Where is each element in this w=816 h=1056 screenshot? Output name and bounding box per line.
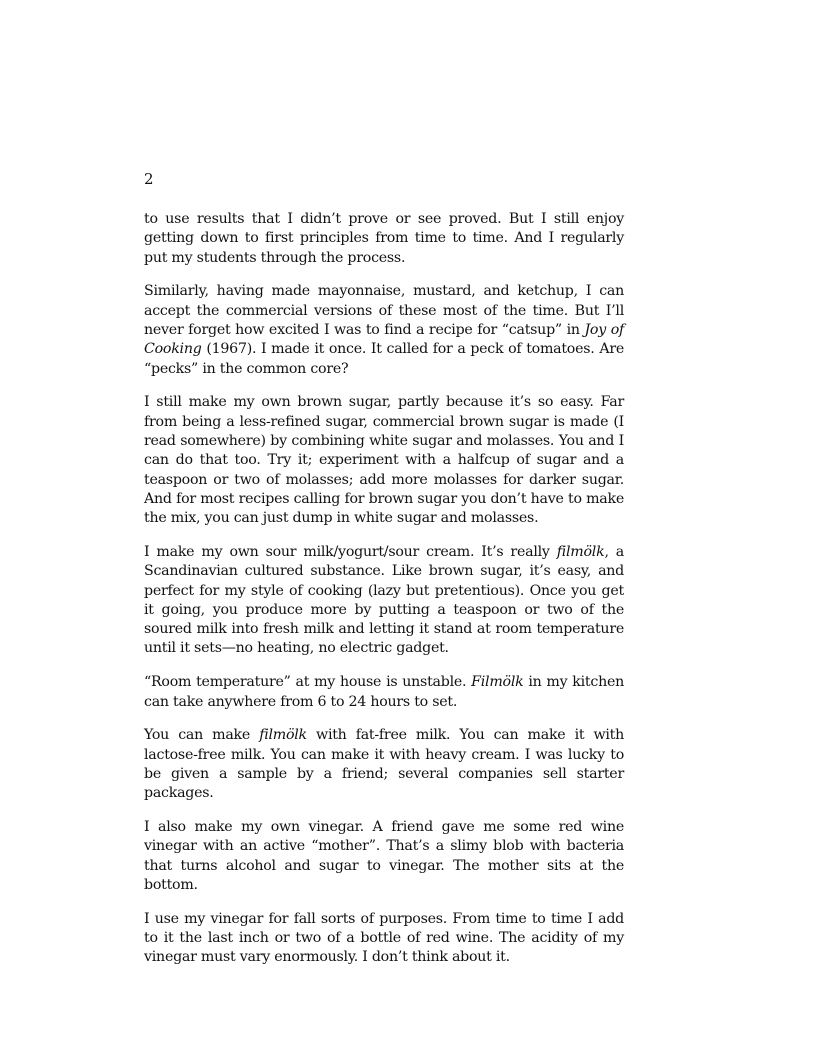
page-number: 2 (144, 170, 154, 188)
italic-text: Joy of Cooking (144, 321, 624, 358)
text-segment: I also make my own vinegar. A friend gave me some red wine vinegar with an active “mother”. That’s a slimy blob with bacteria that turns alcohol and sugar to vinegar. The mother sits at the bottom. (144, 819, 624, 893)
text-segment: in my kitchen can take anywhere from 6 to 24 hours to set. (144, 674, 624, 710)
text-segment: You can make (144, 727, 260, 744)
paragraph (144, 210, 624, 268)
text-segment: with fat-free milk. You can make it with lactose-free milk. You can make it with heavy cream. I was lucky to be given a sample by a friend; several companies sell starter packages. (144, 727, 624, 802)
italic-text: filmölk (556, 543, 605, 560)
text-segment: Similarly, having made mayonnaise, mustard, and ketchup, I can accept the commercial versions of these most of the time. But I’ll never forget how excited I was to find a recipe for “catsup” in (144, 283, 624, 338)
text-segment: I make my own sour milk/yogurt/sour cream. It’s really (144, 543, 557, 560)
paragraph (144, 726, 624, 803)
paragraph (144, 818, 624, 895)
text-segment: (1967). I made it once. It called for a peck of tomatoes. Are “pecks” in the common core? (144, 341, 624, 377)
body-text (144, 210, 624, 982)
paragraph (144, 282, 624, 378)
text-segment: I use my vinegar for fall sorts of purposes. From time to time I add to it the last inch or two of a bottle of red wine. The acidity of my vinegar must vary enormously. I don’t think about it. (144, 910, 624, 966)
text-segment: , a Scandinavian cultured substance. Like brown sugar, it’s easy, and perfect for my style of cooking (lazy but pretentious). Once you get it going, you produce more by putting a teaspoon or two of the soured milk into fresh milk and letting it stand at room temperature until it sets—no heating, no electric gadget. (144, 543, 624, 657)
paragraph (144, 393, 624, 528)
paragraph (144, 673, 624, 712)
paragraph (144, 543, 624, 659)
text-segment: I still make my own brown sugar, partly because it’s so easy. Far from being a less-refined sugar, commercial brown sugar is made (I read somewhere) by combining white sugar and molasses. You and I can do that too. Try it; experiment with a halfcup of sugar and a teaspoon or two of molasses; add more molasses for darker sugar. And for most recipes calling for brown sugar you don’t have to make the mix, you can just dump in white sugar and molasses. (144, 394, 624, 527)
italic-text: Filmölk (471, 674, 524, 691)
text-segment: to use results that I didn’t prove or see proved. But I still enjoy getting down to first principles from time to time. And I regularly put my students through the process. (144, 211, 624, 266)
text-segment: “Room temperature” at my house is unstable. (144, 674, 472, 691)
paragraph (144, 910, 624, 968)
italic-text: filmölk (259, 727, 307, 744)
